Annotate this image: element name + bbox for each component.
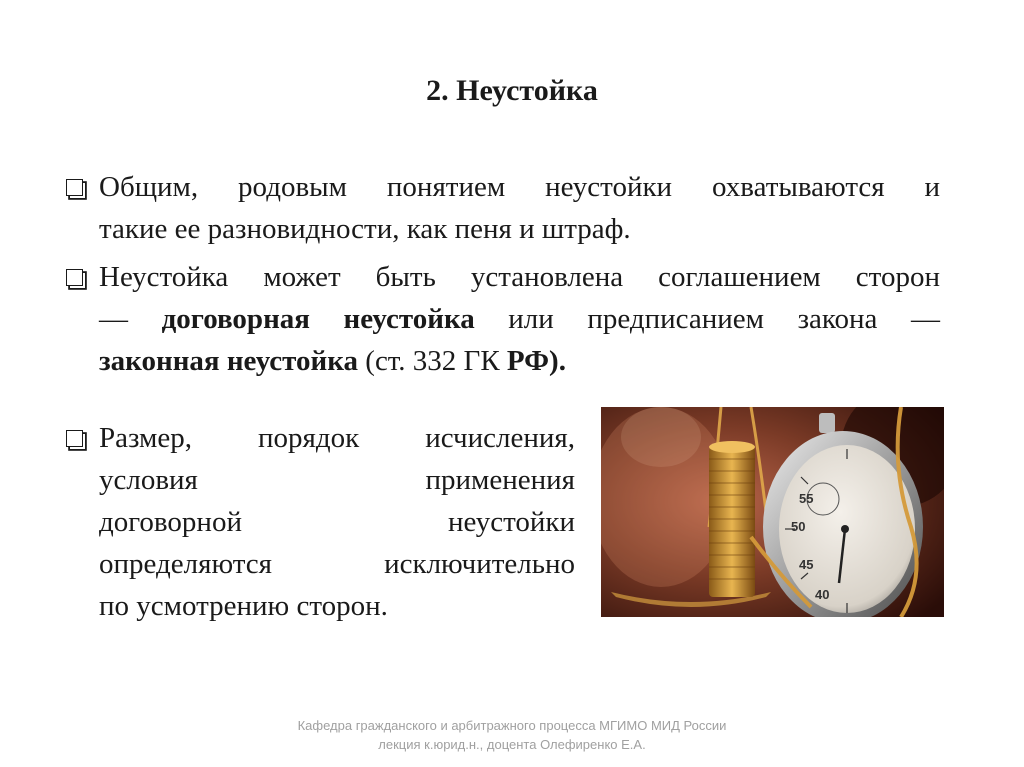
checkbox-bullet-icon (66, 256, 90, 298)
checkbox-bullet-icon (66, 417, 90, 459)
footer-line-2: лекция к.юрид.н., доцента Олефиренко Е.А. (378, 737, 646, 752)
bullet-item-2 (99, 256, 940, 382)
scales-and-stopwatch-photo (601, 407, 944, 617)
bullet-3-word: исключительно (384, 548, 575, 580)
bullet-3-word: применения (425, 464, 575, 496)
bullet-item-3 (99, 417, 575, 627)
dial-number: 45 (799, 557, 814, 572)
bullet-3-word: неустойки (448, 506, 575, 538)
bullet-3-word: Размер, (99, 422, 193, 454)
bullet-3-word: договорной (99, 506, 242, 538)
bullet-2-bold-statutory: законная неустойка (99, 345, 359, 377)
bullet-3-word: порядок (258, 422, 360, 454)
bullet-2-line-1: Неустойка может быть установлена соглашением сторон (99, 261, 940, 293)
bullet-3-word: определяются (99, 548, 272, 580)
bullet-3-line-3 (99, 501, 575, 543)
bullet-3-word: исчисления, (425, 422, 575, 454)
bullet-2-article-ref: (ст. 332 ГК (358, 345, 507, 377)
checkbox-bullet-icon (66, 166, 90, 208)
photo-illustration (601, 407, 944, 617)
dial-number: 50 (791, 519, 806, 534)
slide-title: 2. Неустойка (426, 74, 598, 107)
dial-number: 40 (815, 587, 830, 602)
bullet-2-bold-rf: РФ). (506, 345, 566, 377)
bullet-1-line-1 (99, 166, 940, 208)
bullet-item-1 (99, 166, 940, 250)
bullet-3-line-4 (99, 543, 575, 585)
footer-line-1: Кафедра гражданского и арбитражного процесса МГИМО МИД России (297, 718, 727, 733)
bullet-1-line-2: такие ее разновидности, как пеня и штраф. (99, 213, 631, 245)
bullet-2-line-3 (99, 340, 940, 382)
footer (0, 716, 1024, 754)
bullet-2-dash: — (99, 303, 162, 335)
bullet-3-word: по усмотрению сторон. (99, 590, 388, 622)
bullet-2-text-post: или предписанием закона — (474, 303, 940, 335)
bullet-3-line-5 (99, 585, 575, 627)
bullet-3-word: условия (99, 464, 198, 496)
bullet-1-text-1: Общим, родовым понятием неустойки охватываются и (99, 171, 940, 203)
bullet-3-line-1 (99, 417, 575, 459)
bullet-2-line-2 (99, 298, 940, 340)
bullet-3-line-2 (99, 459, 575, 501)
bullet-2-bold-contractual: договорная неустойка (161, 303, 475, 335)
dial-number: 55 (799, 491, 814, 506)
